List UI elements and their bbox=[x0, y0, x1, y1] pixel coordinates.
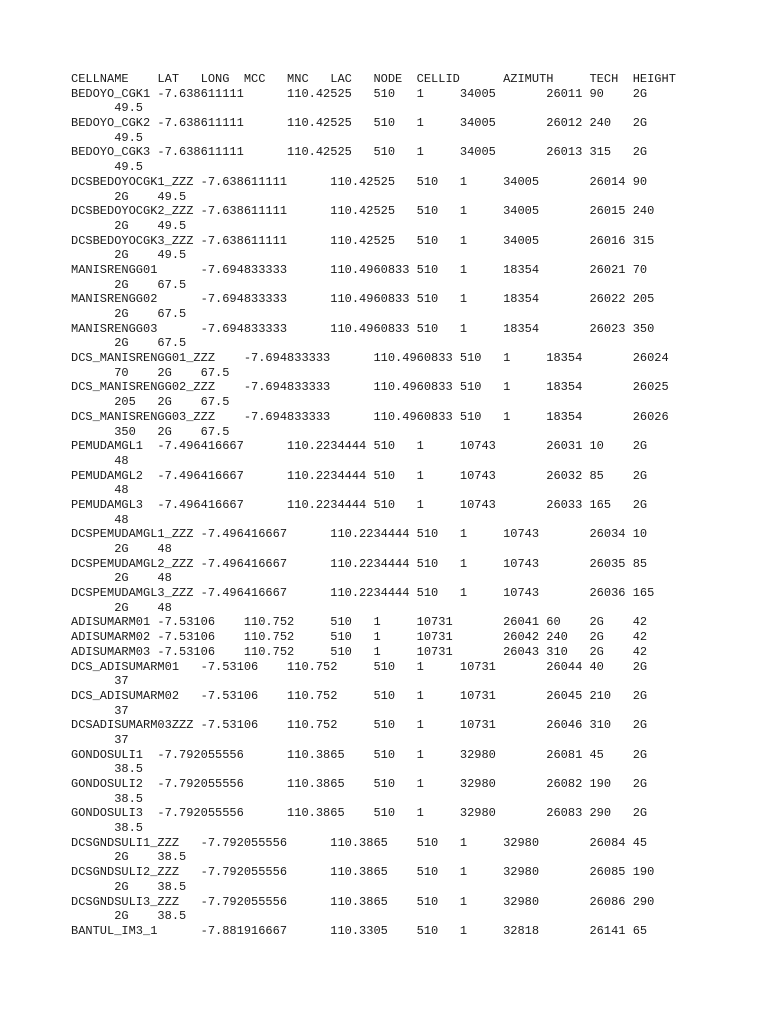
text-line: DCS_MANISRENGG02_ZZZ -7.694833333 110.4960833 510 1 18354 26025 bbox=[71, 380, 669, 395]
text-line: ADISUMARM01 -7.53106 110.752 510 1 10731 26041 60 2G 42 bbox=[71, 615, 648, 630]
text-line: 70 2G 67.5 bbox=[71, 365, 230, 380]
text-line: DCS_MANISRENGG01_ZZZ -7.694833333 110.4960833 510 1 18354 26024 bbox=[71, 351, 669, 366]
text-line: 37 bbox=[71, 674, 129, 689]
text-line: 2G 48 bbox=[71, 600, 172, 615]
text-line: DCSPEMUDAMGL1_ZZZ -7.496416667 110.2234444 510 1 10743 26034 10 bbox=[71, 527, 648, 542]
text-line: MANISRENGG02 -7.694833333 110.4960833 510 1 18354 26022 205 bbox=[71, 292, 655, 307]
text-line: ADISUMARM03 -7.53106 110.752 510 1 10731 26043 310 2G 42 bbox=[71, 644, 648, 659]
text-line: BEDOYO_CGK1 -7.638611111 110.42525 510 1 34005 26011 90 2G bbox=[71, 86, 648, 101]
text-line: 49.5 bbox=[71, 160, 144, 175]
text-line: BEDOYO_CGK3 -7.638611111 110.42525 510 1 34005 26013 315 2G bbox=[71, 145, 648, 160]
text-line: GONDOSULI2 -7.792055556 110.3865 510 1 32980 26082 190 2G bbox=[71, 777, 648, 791]
text-line: 38.5 bbox=[71, 821, 144, 836]
text-line: MANISRENGG03 -7.694833333 110.4960833 510 1 18354 26023 350 bbox=[71, 321, 655, 336]
text-line: DCS_ADISUMARM01 -7.53106 110.752 510 1 10731 26044 40 2G bbox=[71, 659, 648, 674]
text-line: DCSGNDSULI1_ZZZ -7.792055556 110.3865 510 1 32980 26084 45 bbox=[71, 835, 648, 850]
text-line: DCSADISUMARM03ZZZ -7.53106 110.752 510 1 10731 26046 310 2G bbox=[71, 718, 648, 733]
text-line: DCSGNDSULI2_ZZZ -7.792055556 110.3865 510 1 32980 26085 190 bbox=[71, 865, 655, 880]
text-line: PEMUDAMGL2 -7.496416667 110.2234444 510 1 10743 26032 85 2G bbox=[71, 468, 648, 483]
text-line: 2G 67.5 bbox=[71, 307, 187, 321]
text-line: MANISRENGG01 -7.694833333 110.4960833 510 1 18354 26021 70 bbox=[71, 262, 648, 277]
text-line: 2G 38.5 bbox=[71, 879, 187, 894]
header-line: CELLNAME LAT LONG MCC MNC LAC NODE CELLID AZIMUTH TECH HEIGHT bbox=[71, 72, 676, 86]
text-line: DCSBEDOYOCGK3_ZZZ -7.638611111 110.42525 510 1 34005 26016 315 bbox=[71, 233, 655, 248]
text-line: ADISUMARM02 -7.53106 110.752 510 1 10731 26042 240 2G 42 bbox=[71, 630, 648, 645]
text-line: DCSGNDSULI3_ZZZ -7.792055556 110.3865 510 1 32980 26086 290 bbox=[71, 894, 655, 909]
text-line: BANTUL_IM3_1 -7.881916667 110.3305 510 1 32818 26141 65 bbox=[71, 923, 648, 938]
text-line: 49.5 bbox=[71, 101, 144, 116]
text-line: PEMUDAMGL1 -7.496416667 110.2234444 510 1 10743 26031 10 2G bbox=[71, 439, 648, 454]
text-line: DCS_ADISUMARM02 -7.53106 110.752 510 1 10731 26045 210 2G bbox=[71, 688, 648, 703]
text-line: DCSBEDOYOCGK2_ZZZ -7.638611111 110.42525 510 1 34005 26015 240 bbox=[71, 204, 655, 219]
text-line: 37 bbox=[71, 703, 129, 718]
text-line: 38.5 bbox=[71, 762, 144, 777]
text-line: 205 2G 67.5 bbox=[71, 395, 230, 410]
text-line: DCSBEDOYOCGK1_ZZZ -7.638611111 110.42525 510 1 34005 26014 90 bbox=[71, 174, 648, 189]
text-line: 38.5 bbox=[71, 791, 144, 806]
text-line: 350 2G 67.5 bbox=[71, 424, 230, 439]
text-line: 2G 38.5 bbox=[71, 909, 187, 924]
text-line: DCSPEMUDAMGL3_ZZZ -7.496416667 110.2234444 510 1 10743 26036 165 bbox=[71, 586, 655, 601]
document-text bbox=[71, 72, 761, 939]
text-line: 48 bbox=[71, 512, 129, 527]
text-line: 37 bbox=[71, 732, 129, 747]
text-line: GONDOSULI1 -7.792055556 110.3865 510 1 32980 26081 45 2G bbox=[71, 747, 648, 762]
text-line: BEDOYO_CGK2 -7.638611111 110.42525 510 1 34005 26012 240 2G bbox=[71, 116, 648, 131]
text-line: DCS_MANISRENGG03_ZZZ -7.694833333 110.4960833 510 1 18354 26026 bbox=[71, 409, 669, 424]
text-line: 2G 48 bbox=[71, 542, 172, 556]
text-line: 2G 67.5 bbox=[71, 277, 187, 292]
text-line: 2G 49.5 bbox=[71, 189, 187, 204]
text-line: GONDOSULI3 -7.792055556 110.3865 510 1 32980 26083 290 2G bbox=[71, 806, 648, 821]
text-line: 48 bbox=[71, 483, 129, 498]
text-line: 49.5 bbox=[71, 130, 144, 145]
text-line: 2G 38.5 bbox=[71, 850, 187, 865]
text-line: 2G 67.5 bbox=[71, 336, 187, 351]
text-line: PEMUDAMGL3 -7.496416667 110.2234444 510 1 10743 26033 165 2G bbox=[71, 497, 648, 512]
text-line: 2G 49.5 bbox=[71, 218, 187, 233]
text-line: 48 bbox=[71, 453, 129, 468]
text-line: DCSPEMUDAMGL2_ZZZ -7.496416667 110.2234444 510 1 10743 26035 85 bbox=[71, 556, 648, 571]
text-line: 2G 48 bbox=[71, 571, 172, 586]
text-line: 2G 49.5 bbox=[71, 248, 187, 263]
